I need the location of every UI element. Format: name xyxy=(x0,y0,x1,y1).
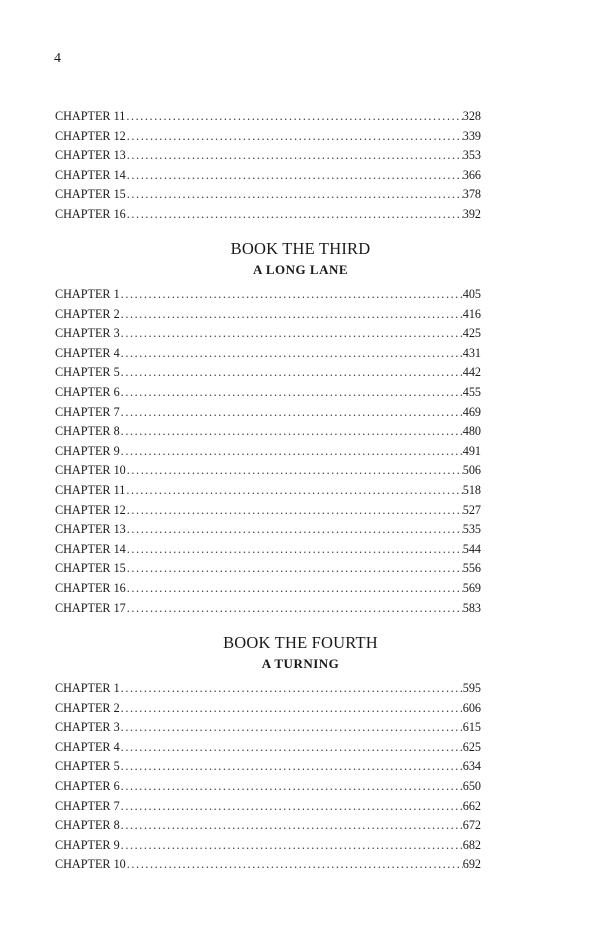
chapter-page-number: 634 xyxy=(462,759,481,774)
chapter-page-number: 339 xyxy=(462,128,481,143)
toc-entry[interactable] xyxy=(55,501,481,521)
book-title: BOOK THE THIRD xyxy=(230,239,371,258)
chapter-label: CHAPTER 4 xyxy=(55,739,120,754)
toc-entry[interactable] xyxy=(55,718,481,738)
toc-entry[interactable] xyxy=(55,305,481,325)
chapter-label: CHAPTER 3 xyxy=(55,326,120,341)
chapter-page-number: 442 xyxy=(462,365,481,380)
toc-entry[interactable] xyxy=(55,422,481,442)
chapter-page-number: 392 xyxy=(462,206,481,221)
chapter-page-number: 328 xyxy=(462,109,481,123)
chapter-label: CHAPTER 5 xyxy=(55,759,120,774)
chapter-label: CHAPTER 11 xyxy=(55,109,126,123)
dot-leader xyxy=(121,757,463,777)
dot-leader xyxy=(121,679,463,699)
chapter-page-number: 527 xyxy=(462,502,481,517)
dot-leader xyxy=(121,738,463,758)
toc-entry[interactable] xyxy=(55,442,481,462)
chapter-label: CHAPTER 10 xyxy=(55,857,126,872)
dot-leader xyxy=(127,540,463,560)
dot-leader xyxy=(121,403,463,423)
chapter-label: CHAPTER 16 xyxy=(55,580,126,595)
chapter-label: CHAPTER 9 xyxy=(55,837,120,852)
chapter-page-number: 692 xyxy=(462,857,481,872)
chapter-page-number: 662 xyxy=(462,798,481,813)
dot-leader xyxy=(127,127,463,147)
dot-leader xyxy=(126,481,462,501)
toc-entry[interactable] xyxy=(55,699,481,719)
chapter-page-number: 480 xyxy=(462,424,481,439)
dot-leader xyxy=(127,461,463,481)
toc-entry[interactable] xyxy=(55,836,481,856)
chapter-label: CHAPTER 6 xyxy=(55,384,120,399)
dot-leader xyxy=(127,855,463,875)
dot-leader xyxy=(121,442,463,462)
dot-leader xyxy=(127,520,463,540)
chapter-page-number: 583 xyxy=(462,600,481,615)
toc-entry[interactable] xyxy=(55,285,481,305)
chapter-label: CHAPTER 3 xyxy=(55,720,120,735)
chapter-page-number: 455 xyxy=(462,384,481,399)
chapter-label: CHAPTER 15 xyxy=(55,187,126,202)
toc-entry[interactable] xyxy=(55,383,481,403)
chapter-page-number: 556 xyxy=(462,561,481,576)
toc-entry[interactable] xyxy=(55,579,481,599)
toc-entry[interactable] xyxy=(55,344,481,364)
toc-entry[interactable] xyxy=(55,205,481,225)
dot-leader xyxy=(126,107,462,127)
chapter-page-number: 491 xyxy=(462,443,481,458)
chapter-label: CHAPTER 2 xyxy=(55,700,120,715)
chapter-label: CHAPTER 13 xyxy=(55,148,126,163)
chapter-page-number: 506 xyxy=(462,463,481,478)
toc-entry[interactable] xyxy=(55,481,481,501)
toc-list-book-third xyxy=(55,285,481,618)
dot-leader xyxy=(121,363,463,383)
chapter-page-number: 682 xyxy=(462,837,481,852)
page-number: 4 xyxy=(54,51,61,66)
chapter-page-number: 672 xyxy=(462,818,481,833)
toc-entry[interactable] xyxy=(55,599,481,619)
toc-entry[interactable] xyxy=(55,855,481,875)
chapter-label: CHAPTER 13 xyxy=(55,522,126,537)
toc-entry[interactable] xyxy=(55,403,481,423)
toc-entry[interactable] xyxy=(55,777,481,797)
chapter-page-number: 544 xyxy=(462,541,481,556)
dot-leader xyxy=(127,146,463,166)
toc-entry[interactable] xyxy=(55,520,481,540)
toc-list-continued xyxy=(55,107,481,225)
chapter-page-number: 405 xyxy=(462,287,481,301)
chapter-page-number: 535 xyxy=(462,522,481,537)
chapter-page-number: 366 xyxy=(462,167,481,182)
chapter-page-number: 595 xyxy=(462,681,481,695)
dot-leader xyxy=(121,718,463,738)
dot-leader xyxy=(127,579,463,599)
chapter-page-number: 606 xyxy=(462,700,481,715)
dot-leader xyxy=(121,816,463,836)
chapter-page-number: 431 xyxy=(462,345,481,360)
chapter-label: CHAPTER 16 xyxy=(55,206,126,221)
dot-leader xyxy=(121,777,463,797)
chapter-page-number: 378 xyxy=(462,187,481,202)
dot-leader xyxy=(127,185,463,205)
chapter-label: CHAPTER 12 xyxy=(55,502,126,517)
dot-leader xyxy=(121,305,463,325)
toc-entry[interactable] xyxy=(55,146,481,166)
book-title: BOOK THE FOURTH xyxy=(223,633,378,652)
chapter-page-number: 425 xyxy=(462,326,481,341)
toc-list-book-fourth xyxy=(55,679,481,875)
chapter-label: CHAPTER 14 xyxy=(55,541,126,556)
dot-leader xyxy=(121,797,463,817)
dot-leader xyxy=(121,324,463,344)
chapter-page-number: 518 xyxy=(462,482,481,497)
dot-leader xyxy=(127,599,463,619)
toc-entry[interactable] xyxy=(55,757,481,777)
chapter-label: CHAPTER 4 xyxy=(55,345,120,360)
toc-entry[interactable] xyxy=(55,816,481,836)
chapter-label: CHAPTER 7 xyxy=(55,798,120,813)
chapter-page-number: 615 xyxy=(462,720,481,735)
chapter-label: CHAPTER 9 xyxy=(55,443,120,458)
chapter-label: CHAPTER 12 xyxy=(55,128,126,143)
chapter-label: CHAPTER 1 xyxy=(55,681,120,695)
toc-entry[interactable] xyxy=(55,127,481,147)
chapter-label: CHAPTER 8 xyxy=(55,818,120,833)
toc-entry[interactable] xyxy=(55,166,481,186)
chapter-label: CHAPTER 7 xyxy=(55,404,120,419)
book-subtitle: A TURNING xyxy=(261,656,340,671)
chapter-label: CHAPTER 1 xyxy=(55,287,120,301)
toc-entry[interactable] xyxy=(55,679,481,699)
chapter-label: CHAPTER 2 xyxy=(55,306,120,321)
toc-entry[interactable] xyxy=(55,461,481,481)
dot-leader xyxy=(127,501,463,521)
dot-leader xyxy=(127,166,463,186)
toc-entry[interactable] xyxy=(55,540,481,560)
chapter-label: CHAPTER 8 xyxy=(55,424,120,439)
dot-leader xyxy=(121,836,463,856)
chapter-label: CHAPTER 10 xyxy=(55,463,126,478)
chapter-label: CHAPTER 5 xyxy=(55,365,120,380)
dot-leader xyxy=(121,422,463,442)
toc-entry[interactable] xyxy=(55,559,481,579)
dot-leader xyxy=(121,344,463,364)
chapter-page-number: 569 xyxy=(462,580,481,595)
chapter-label: CHAPTER 15 xyxy=(55,561,126,576)
chapter-page-number: 469 xyxy=(462,404,481,419)
toc-entry[interactable] xyxy=(55,324,481,344)
chapter-label: CHAPTER 17 xyxy=(55,600,126,615)
toc-entry[interactable] xyxy=(55,738,481,758)
dot-leader xyxy=(127,559,463,579)
toc-entry[interactable] xyxy=(55,797,481,817)
dot-leader xyxy=(121,383,463,403)
chapter-label: CHAPTER 6 xyxy=(55,778,120,793)
toc-entry[interactable] xyxy=(55,185,481,205)
chapter-label: CHAPTER 14 xyxy=(55,167,126,182)
chapter-page-number: 625 xyxy=(462,739,481,754)
toc-entry[interactable] xyxy=(55,107,481,127)
chapter-page-number: 416 xyxy=(462,306,481,321)
chapter-page-number: 650 xyxy=(462,778,481,793)
dot-leader xyxy=(121,285,463,305)
chapter-label: CHAPTER 11 xyxy=(55,482,126,497)
dot-leader xyxy=(121,699,463,719)
toc-entry[interactable] xyxy=(55,363,481,383)
book-subtitle: A LONG LANE xyxy=(252,262,349,277)
dot-leader xyxy=(127,205,463,225)
chapter-page-number: 353 xyxy=(462,148,481,163)
